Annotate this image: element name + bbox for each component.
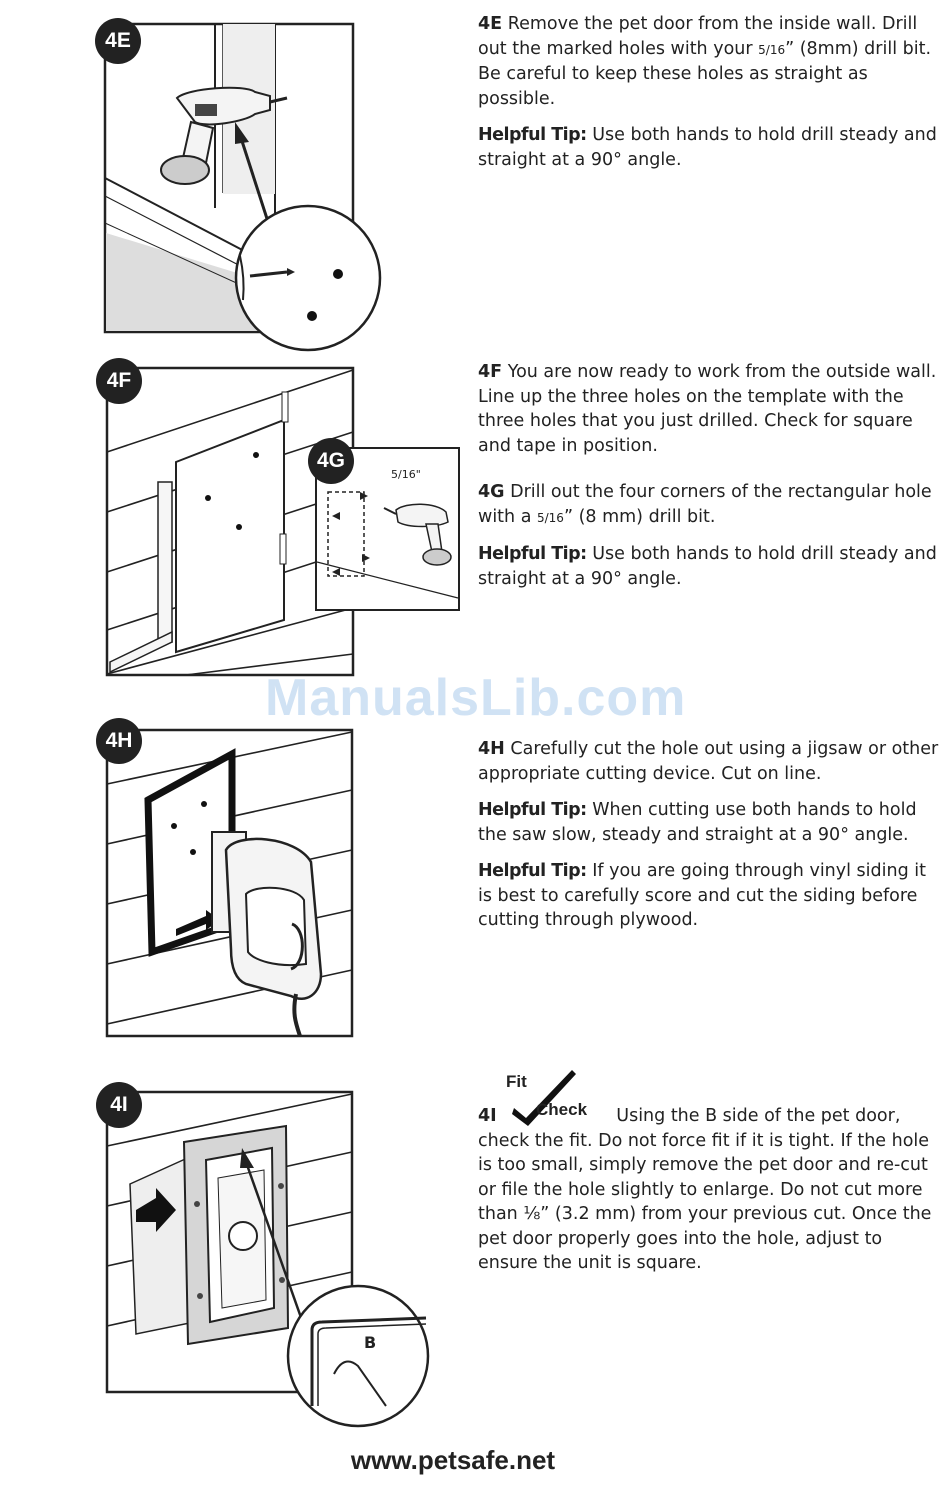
step-4g-fraction: 5/16 [536, 510, 564, 525]
fit-word: Fit [506, 1072, 527, 1091]
step-4h-body: Carefully cut the hole out using a jigsaw or other appropriate cutting device. Cut on line. [478, 739, 939, 784]
step-4g-instruction [478, 480, 943, 530]
tip-label: Helpful Tip: [478, 125, 587, 145]
check-word: Check [536, 1100, 588, 1119]
tip-label: Helpful Tip: [478, 861, 587, 881]
step-4i-text [478, 1104, 943, 1288]
fraction-label: 5/16" [391, 468, 421, 481]
step-4i-body: Using the B side of the pet door, check the fit. Do not force fit if it is tight. If the hole is too small, simply remove the pet door and re-cut or file the hole slightly to enlarge. Do not cut more than ⅛” (3.2 mm) from your previous cut. Once the pet door properly goes into the hole, adjust to ensure the unit is square. [478, 1106, 932, 1273]
tip-text: If you are going through vinyl siding it is best to carefully score and cut the siding before cutting through plywood. [478, 861, 926, 930]
side-b-label: B [364, 1333, 377, 1352]
tip-text: When cutting use both hands to hold the saw slow, steady and straight at a 90° angle. [478, 800, 917, 845]
step-4e-text [478, 12, 943, 184]
step-4h-id: 4H [478, 739, 505, 759]
step-4e-text-a: Remove the pet door from the inside wall. Drill out the marked holes with your [478, 14, 918, 59]
step-4h-text [478, 737, 943, 945]
tip-label: Helpful Tip: [478, 544, 587, 564]
step-4e-fraction: 5/16 [758, 42, 786, 57]
watermark: ManualsLib.com [265, 669, 687, 727]
step-4f-text [478, 360, 943, 603]
step-4h-tip-1 [478, 798, 943, 847]
magnifier-circle [288, 1286, 428, 1426]
step-4g-text-a: Drill out the four corners of the rectangular hole with a [478, 482, 932, 527]
step-4e-tip [478, 123, 943, 172]
step-4f-body: You are now ready to work from the outside wall. Line up the three holes on the template with the three holes that you just drilled. Check for square and tape in position. [478, 362, 937, 456]
figure-4i [96, 1086, 436, 1431]
figure-4e-drawing [95, 18, 395, 358]
step-4i-instruction [478, 1104, 943, 1276]
step-4f-instruction [478, 360, 943, 458]
step-4h-tip-2 [478, 859, 943, 933]
tip-label: Helpful Tip: [478, 800, 587, 820]
step-badge-4g: 4G [308, 438, 354, 484]
figure-4h-drawing [96, 724, 366, 1044]
step-badge-4h: 4H [96, 718, 142, 764]
step-badge-4i: 4I [96, 1082, 142, 1128]
figure-4i-drawing [96, 1086, 436, 1431]
step-4e-id: 4E [478, 14, 503, 34]
magnifier-circle [236, 206, 380, 350]
step-4e-text-b: ” (8mm) drill bit. Be careful to keep these holes as straight as possible. [478, 38, 932, 109]
footer-url: www.petsafe.net [350, 1445, 556, 1475]
step-4g-tip [478, 542, 943, 591]
figure-4e [95, 18, 395, 358]
figure-4h [96, 724, 366, 1044]
figure-4f [96, 362, 466, 682]
figure-4f-drawing [96, 362, 466, 682]
step-4g-id: 4G [478, 482, 505, 502]
step-4f-id: 4F [478, 362, 503, 382]
step-4i-id: 4I [478, 1106, 497, 1126]
step-4g-text-b: ” (8 mm) drill bit. [563, 506, 716, 527]
tip-text: Use both hands to hold drill steady and straight at a 90° angle. [478, 125, 937, 170]
step-4h-instruction [478, 737, 943, 786]
tip-text: Use both hands to hold drill steady and straight at a 90° angle. [478, 544, 937, 589]
step-4e-instruction [478, 12, 943, 111]
step-badge-4e: 4E [95, 18, 141, 64]
step-badge-4f: 4F [96, 358, 142, 404]
